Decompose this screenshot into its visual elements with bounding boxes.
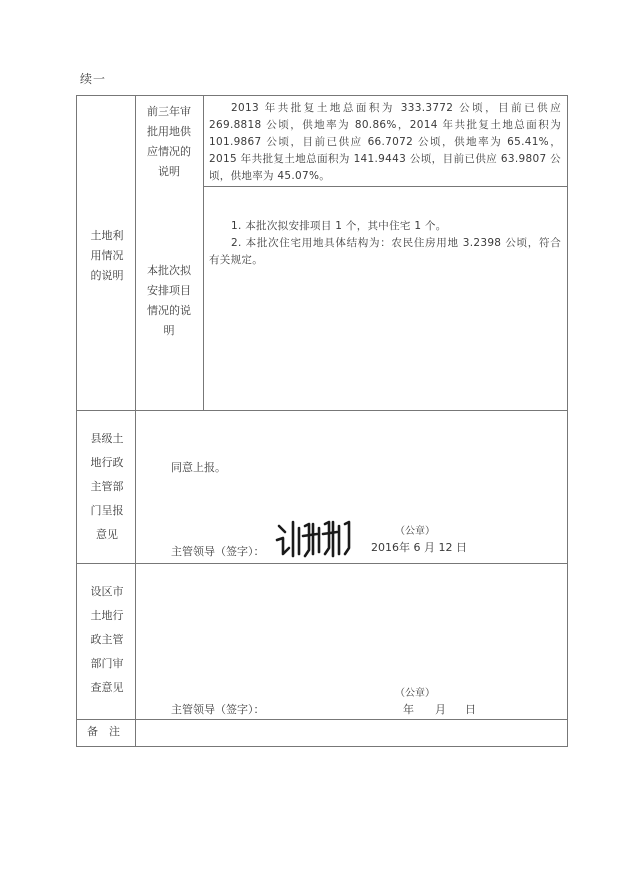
city-date-year: 年 xyxy=(403,703,414,716)
land-use-label-line: 的说明 xyxy=(90,269,124,282)
grid-vline-left-2 xyxy=(135,410,136,746)
land-approval-form-table xyxy=(76,95,568,747)
land-use-label-line: 土地利 xyxy=(90,229,124,242)
grid-hline-row2 xyxy=(77,410,567,411)
city-opinion-label-line: 部门审 xyxy=(90,657,124,670)
this-batch-label xyxy=(139,261,199,341)
city-opinion-label-line: 政主管 xyxy=(90,633,124,646)
this-batch-line-2: 2. 本批次住宅用地具体结构为：农民住房用地 3.2398 公顷，符合有关规定。 xyxy=(209,237,561,266)
prev-three-years-label-line: 说明 xyxy=(158,165,180,178)
prev-three-years-label xyxy=(139,102,199,182)
this-batch-label-line: 情况的说 xyxy=(147,304,191,317)
this-batch-label-line: 本批次拟 xyxy=(147,264,191,277)
prev-three-years-label-line: 批用地供 xyxy=(147,125,191,138)
county-opinion-label-line: 门呈报 xyxy=(90,504,124,517)
grid-vline-left xyxy=(135,96,136,410)
prev-three-years-text: 2013 年共批复土地总面积为 333.3772 公顷，目前已供应 269.8818 公顷，供地率为 80.86%，2014 年共批复土地总面积为 101.9867 公顷，目前已供应 66.7072 公顷，供地率为 65.41%，2015 年共批复土地总面积为 141.9443 公顷，目前已供应 63.9807 公顷，供地率为 45.07%。 xyxy=(209,102,561,182)
remarks-label: 备 注 xyxy=(87,725,120,738)
continuation-marker: 续一 xyxy=(80,72,107,86)
grid-hline-row1 xyxy=(203,186,567,187)
land-use-label-line: 用情况 xyxy=(90,249,124,262)
city-opinion-label-line: 设区市 xyxy=(90,585,124,598)
grid-hline-row3 xyxy=(77,563,567,564)
city-opinion-label-line: 查意见 xyxy=(90,681,124,694)
county-opinion-label-line: 意见 xyxy=(96,528,118,541)
county-leader-label: 主管领导（签字）： xyxy=(171,545,265,558)
grid-hline-row4 xyxy=(77,719,567,720)
city-seal-label: （公章） xyxy=(395,688,435,699)
prev-three-years-label-line: 应情况的 xyxy=(147,145,191,158)
this-batch-label-line: 明 xyxy=(163,324,175,337)
handwritten-signature xyxy=(273,514,363,562)
county-date: 2016年 6 月 12 日 xyxy=(371,541,467,554)
city-date-day: 日 xyxy=(465,703,476,716)
this-batch-label-line: 安排项目 xyxy=(147,284,191,297)
this-batch-line-1: 1. 本批次拟安排项目 1 个，其中住宅 1 个。 xyxy=(231,220,447,232)
city-leader-label: 主管领导（签字）： xyxy=(171,703,265,716)
county-opinion-text: 同意上报。 xyxy=(171,461,226,474)
county-seal-label: （公章） xyxy=(395,526,435,537)
county-opinion-label-line: 地行政 xyxy=(90,456,124,469)
county-opinion-label-line: 县级土 xyxy=(90,432,124,445)
city-date-month: 月 xyxy=(435,703,446,716)
county-opinion-label xyxy=(83,427,131,547)
city-opinion-label-line: 土地行 xyxy=(90,609,124,622)
prev-three-years-label-line: 前三年审 xyxy=(147,105,191,118)
land-use-label xyxy=(83,226,131,286)
county-opinion-label-line: 主管部 xyxy=(90,480,124,493)
grid-vline-mid xyxy=(203,96,204,410)
city-opinion-label xyxy=(83,580,131,700)
